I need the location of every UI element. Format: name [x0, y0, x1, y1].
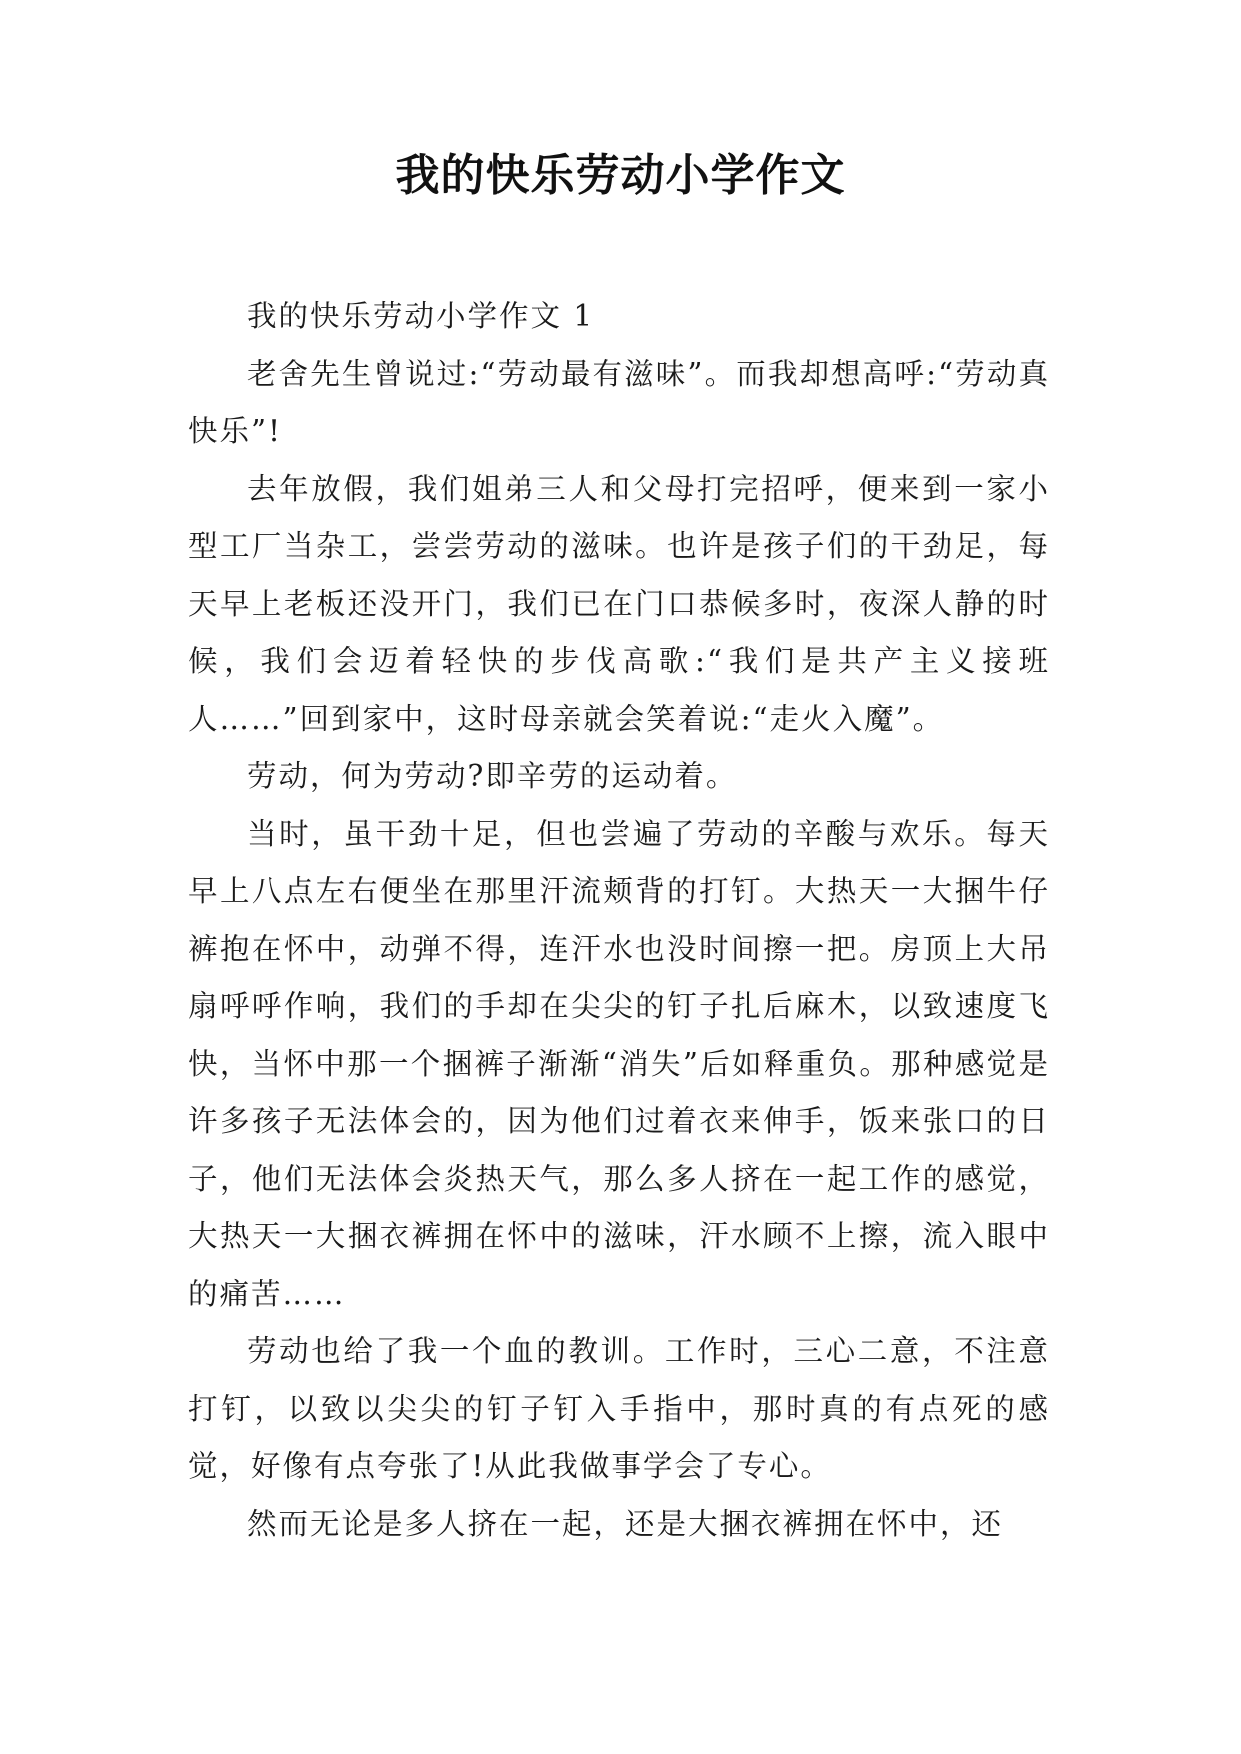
essay-subtitle: 我的快乐劳动小学作文 1 [247, 299, 595, 333]
paragraph-1: 老舍先生曾说过:“劳动最有滋味”。而我却想高呼:“劳动真快乐”! [188, 356, 1050, 448]
paragraph-3: 劳动，何为劳动?即辛劳的运动着。 [247, 759, 738, 793]
document-body [188, 288, 1050, 1553]
paragraph-4: 当时，虽干劲十足，但也尝遍了劳动的辛酸与欢乐。每天早上八点左右便坐在那里汗流颊背的打钉。大热天一大捆牛仔裤抱在怀中，动弹不得，连汗水也没时间擦一把。房顶上大吊扇呼呼作响，我们的手却在尖尖的钉子扎后麻木，以致速度飞快，当怀中那一个捆裤子渐渐“消失”后如释重负。那种感觉是许多孩子无法体会的，因为他们过着衣来伸手，饭来张口的日子，他们无法体会炎热天气，那么多人挤在一起工作的感觉，大热天一大捆衣裤拥在怀中的滋味，汗水顾不上擦，流入眼中的痛苦…… [188, 816, 1050, 1311]
paragraph-5: 劳动也给了我一个血的教训。工作时，三心二意，不注意打钉，以致以尖尖的钉子钉入手指中，那时真的有点死的感觉，好像有点夸张了!从此我做事学会了专心。 [188, 1334, 1050, 1483]
paragraph-6: 然而无论是多人挤在一起，还是大捆衣裤拥在怀中，还 [247, 1506, 1004, 1541]
document-title: 我的快乐劳动小学作文 [395, 150, 846, 201]
paragraph-2: 去年放假，我们姐弟三人和父母打完招呼，便来到一家小型工厂当杂工，尝尝劳动的滋味。也许是孩子们的干劲足，每天早上老板还没开门，我们已在门口恭候多时，夜深人静的时候，我们会迈着轻快的步伐高歌:“我们是共产主义接班人……”回到家中，这时母亲就会笑着说:“走火入魔”。 [188, 471, 1050, 736]
